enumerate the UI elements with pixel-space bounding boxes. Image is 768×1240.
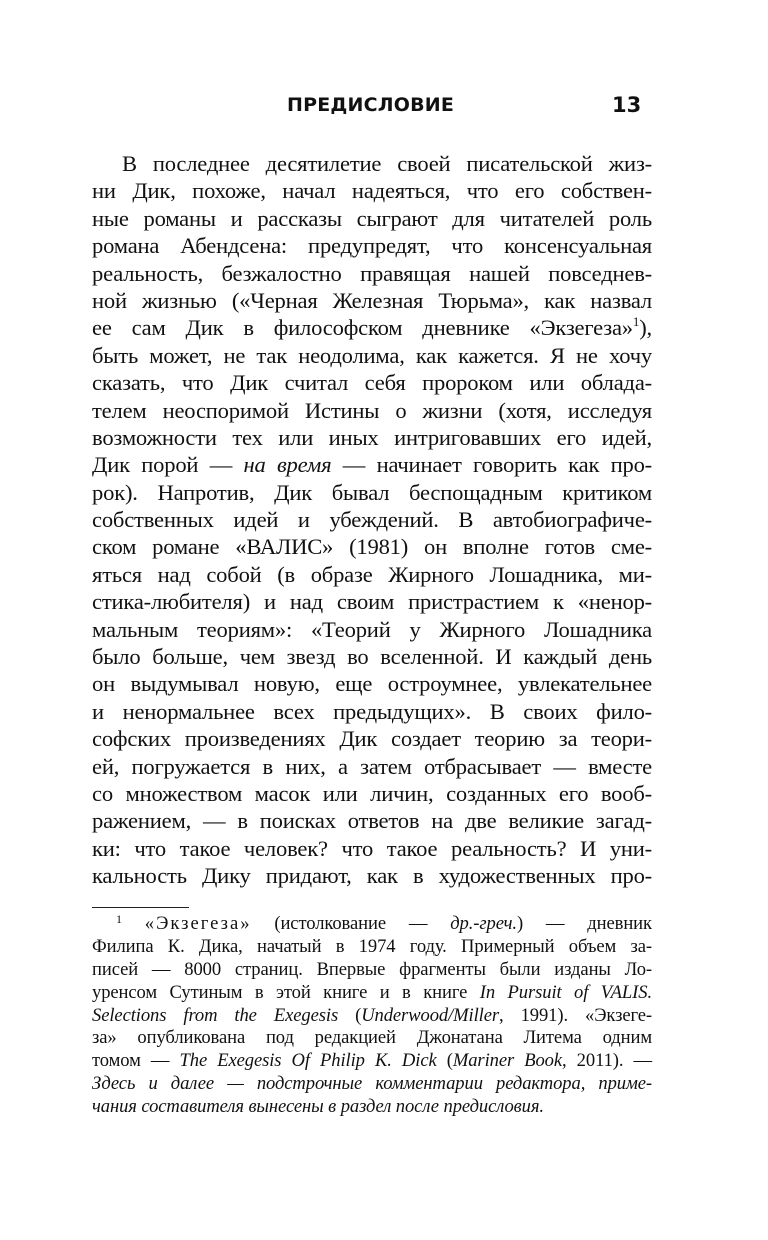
footnote-text: ( — [436, 1050, 453, 1072]
text-line: ском романе «ВАЛИС» (1981) он вполне готов сме- — [92, 534, 652, 560]
footnote-line — [92, 1073, 652, 1096]
text-line: ки: что такое человек? что такое реальность? И уни- — [92, 835, 652, 861]
footnote-italic: Underwood/Miller — [361, 1004, 500, 1026]
text-line: ей, погружается в них, а затем отбрасывает — вместе — [92, 753, 652, 779]
footnote-line: писей — 8000 страниц. Впервые фрагменты были изданы Ло- — [92, 958, 652, 980]
italic-phrase: на время — [243, 452, 332, 478]
footnote-term: «Экзегеза» — [144, 913, 252, 934]
text-line: реальность, безжалостно правящая нашей повседнев- — [92, 260, 652, 286]
text-line-tail: ), — [639, 315, 652, 341]
text-line-head: Дик порой — — [92, 452, 244, 478]
text-line: ражением, — в поисках ответов на две великие загад- — [92, 808, 652, 834]
text-line: кальность Дику придают, как в художественных про- — [92, 863, 652, 889]
footnote-line — [92, 1005, 652, 1028]
footnote-line — [92, 982, 652, 1005]
footnote-text: ( — [338, 1004, 362, 1026]
page-header — [0, 94, 768, 124]
footnote-text: , 2011). — — [562, 1050, 653, 1072]
footnote-text: , 1991). «Экзеге- — [499, 1004, 653, 1026]
text-line: софских произведениях Дик создает теорию за теори- — [92, 726, 652, 752]
footnote-italic: The Exegesis Of Philip K. Dick — [179, 1050, 437, 1072]
text-line: быть может, не так неодолима, как кажется. Я не хочу — [92, 342, 652, 368]
text-line: он выдумывал новую, еще остроумнее, увлекательнее — [92, 671, 652, 697]
text-line: романа Абендсена: предупредят, что консенсуальная — [92, 233, 652, 259]
text-line: стика-любителя) и над своим пристрастием к «ненор- — [92, 589, 652, 615]
running-head-title: ПРЕДИСЛОВИЕ — [287, 94, 455, 116]
footnote-italic: In Pursuit of VALIS. — [479, 981, 652, 1003]
footnote-reference: 1 — [632, 314, 640, 330]
text-line: ной жизнью («Черная Железная Тюрьма», как назвал — [92, 287, 652, 313]
footnote — [92, 913, 652, 1119]
footnote-rule — [92, 907, 189, 908]
text-line: ни Дик, похоже, начал надеяться, что его собствен- — [92, 178, 652, 204]
text-line: телем неоспоримой Истины о жизни (хотя, исследуя — [92, 397, 652, 423]
text-line: мальным теориям»: «Теорий у Жирного Лошадника — [92, 616, 652, 642]
main-text — [92, 150, 652, 890]
text-line — [92, 314, 652, 341]
footnote-text: уренсом Сутиным в этой книге и в книге — [92, 981, 480, 1003]
footnote-italic: др.-греч. — [450, 913, 517, 934]
footnote-marker: 1 — [116, 912, 122, 926]
footnote-text: томом — — [92, 1050, 180, 1072]
text-line: и ненормальнее всех предыдущих». В своих фило- — [92, 698, 652, 724]
text-line — [92, 451, 652, 478]
text-line-head: ее сам Дик в философском дневнике «Экзегеза» — [92, 315, 633, 341]
text-line: возможности тех или иных интриговавших его идей, — [92, 424, 652, 450]
footnote-italic: Mariner Book — [452, 1050, 563, 1072]
footnote-line — [92, 913, 652, 936]
footnote-text: (истолкование — — [251, 913, 451, 934]
text-line: было больше, чем звезд во вселенной. И каждый день — [92, 644, 652, 670]
footnote-line — [92, 1050, 652, 1073]
footnote-line: за» опубликована под редакцией Джонатана Литема одним — [92, 1027, 652, 1049]
page-number: 13 — [612, 93, 642, 117]
text-line: яться над собой (в образе Жирного Лошадника, ми- — [92, 561, 652, 587]
text-line: В последнее десятилетие своей писательской жиз- — [122, 151, 652, 176]
text-line: рок). Напротив, Дик бывал беспощадным критиком — [92, 479, 652, 505]
footnote-text: ) — дневник — [516, 913, 652, 934]
text-line: ные романы и рассказы сыграют для читателей роль — [92, 205, 652, 231]
footnote-italic: чания составителя вынесены в раздел после предисловия. — [92, 1096, 544, 1118]
footnote-italic: Selections from the Exegesis — [92, 1004, 339, 1026]
footnote-line: Филипа К. Дика, начатый в 1974 году. Примерный объем за- — [92, 935, 652, 957]
text-line: собственных идей и убеждений. В автобиографиче- — [92, 507, 652, 533]
text-line-tail: — начинает говорить как про- — [331, 452, 652, 478]
footnote-italic: Здесь и далее — подстрочные комментарии редактора, приме- — [92, 1073, 652, 1095]
text-line: сказать, что Дик считал себя пророком или облада- — [92, 370, 652, 396]
text-line: со множеством масок или личин, созданных его вооб- — [92, 780, 652, 806]
footnote-line — [92, 1096, 652, 1119]
